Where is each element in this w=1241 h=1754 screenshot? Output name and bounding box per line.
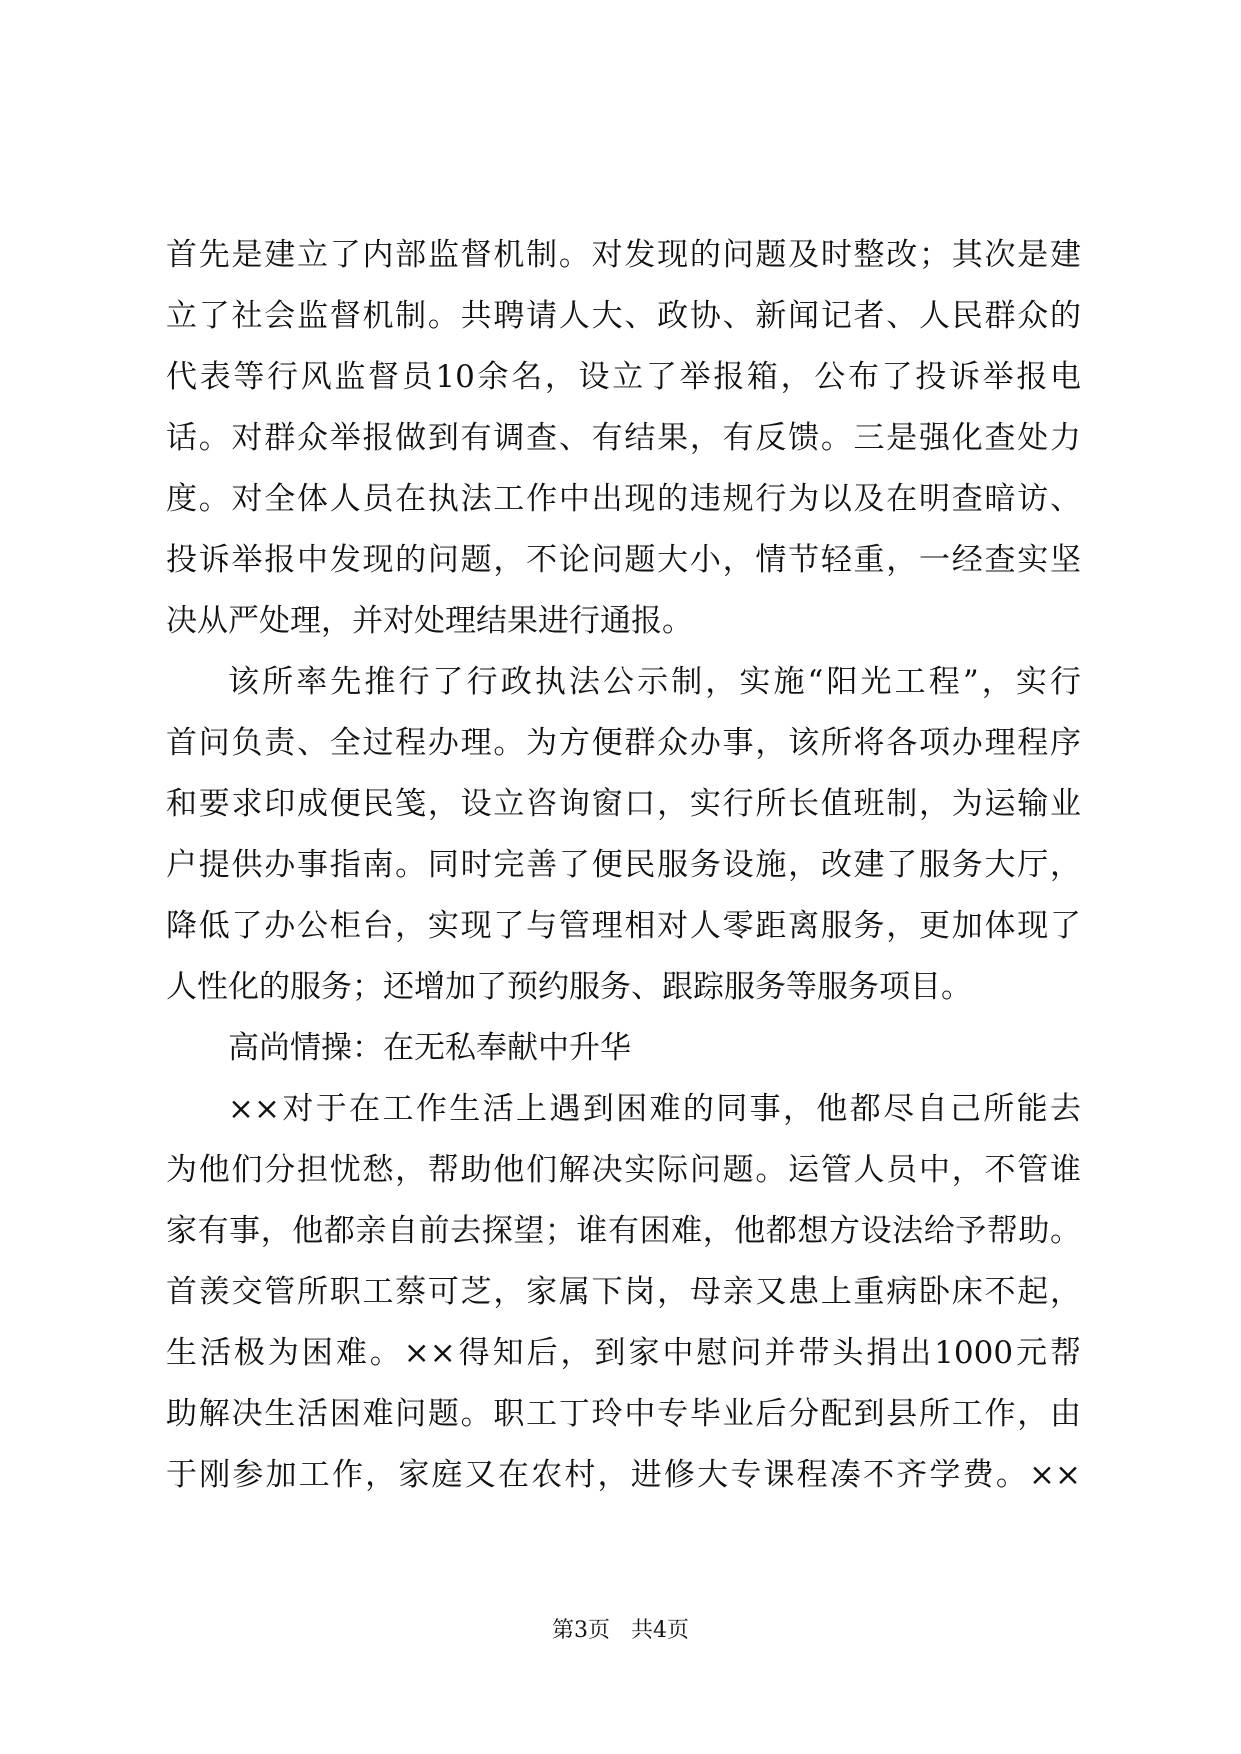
text-line: 决从严处理，并对处理结果进行通报。 <box>166 603 693 639</box>
section-heading: 高尚情操：在无私奉献中升华 <box>228 1030 631 1066</box>
text-line: 投诉举报中发现的问题，不论问题大小，情节轻重，一经查实坚 <box>166 542 1081 578</box>
text-line: 度。对全体人员在执法工作中出现的违规行为以及在明查暗访、 <box>166 481 1081 517</box>
text-line: ××对于在工作生活上遇到困难的同事，他都尽自己所能去 <box>228 1091 1081 1127</box>
document-body <box>166 225 1081 1506</box>
text-line: 代表等行风监督员10余名，设立了举报箱，公布了投诉举报电 <box>166 359 1081 395</box>
text-line: 户提供办事指南。同时完善了便民服务设施，改建了服务大厅， <box>166 847 1081 883</box>
text-line: 降低了办公柜台，实现了与管理相对人零距离服务，更加体现了 <box>166 908 1081 944</box>
text-line: 首问负责、全过程办理。为方便群众办事，该所将各项办理程序 <box>166 725 1081 761</box>
text-line: 首先是建立了内部监督机制。对发现的问题及时整改；其次是建 <box>166 237 1081 273</box>
text-line: 为他们分担忧愁，帮助他们解决实际问题。运管人员中，不管谁 <box>166 1152 1081 1188</box>
text-line: 该所率先推行了行政执法公示制，实施“阳光工程”，实行 <box>228 664 1081 700</box>
text-line: 话。对群众举报做到有调查、有结果，有反馈。三是强化查处力 <box>166 420 1081 456</box>
text-line: 生活极为困难。××得知后，到家中慰问并带头捐出1000元帮 <box>166 1335 1081 1371</box>
text-line: 于刚参加工作，家庭又在农村，进修大专课程凑不齐学费。×× <box>166 1457 1081 1493</box>
page-total: 共4页 <box>631 1618 689 1643</box>
text-line: 立了社会监督机制。共聘请人大、政协、新闻记者、人民群众的 <box>166 298 1081 334</box>
text-line: 助解决生活困难问题。职工丁玲中专毕业后分配到县所工作，由 <box>166 1396 1081 1432</box>
text-line: 首羡交管所职工蔡可芝，家属下岗，母亲又患上重病卧床不起， <box>166 1274 1081 1310</box>
text-line: 人性化的服务；还增加了预约服务、跟踪服务等服务项目。 <box>166 969 972 1005</box>
text-line: 和要求印成便民笺，设立咨询窗口，实行所长值班制，为运输业 <box>166 786 1081 822</box>
page-number: 第3页 <box>552 1618 610 1643</box>
text-line: 家有事，他都亲自前去探望；谁有困难，他都想方设法给予帮助。 <box>166 1213 1081 1249</box>
page-footer <box>0 1613 1241 1644</box>
